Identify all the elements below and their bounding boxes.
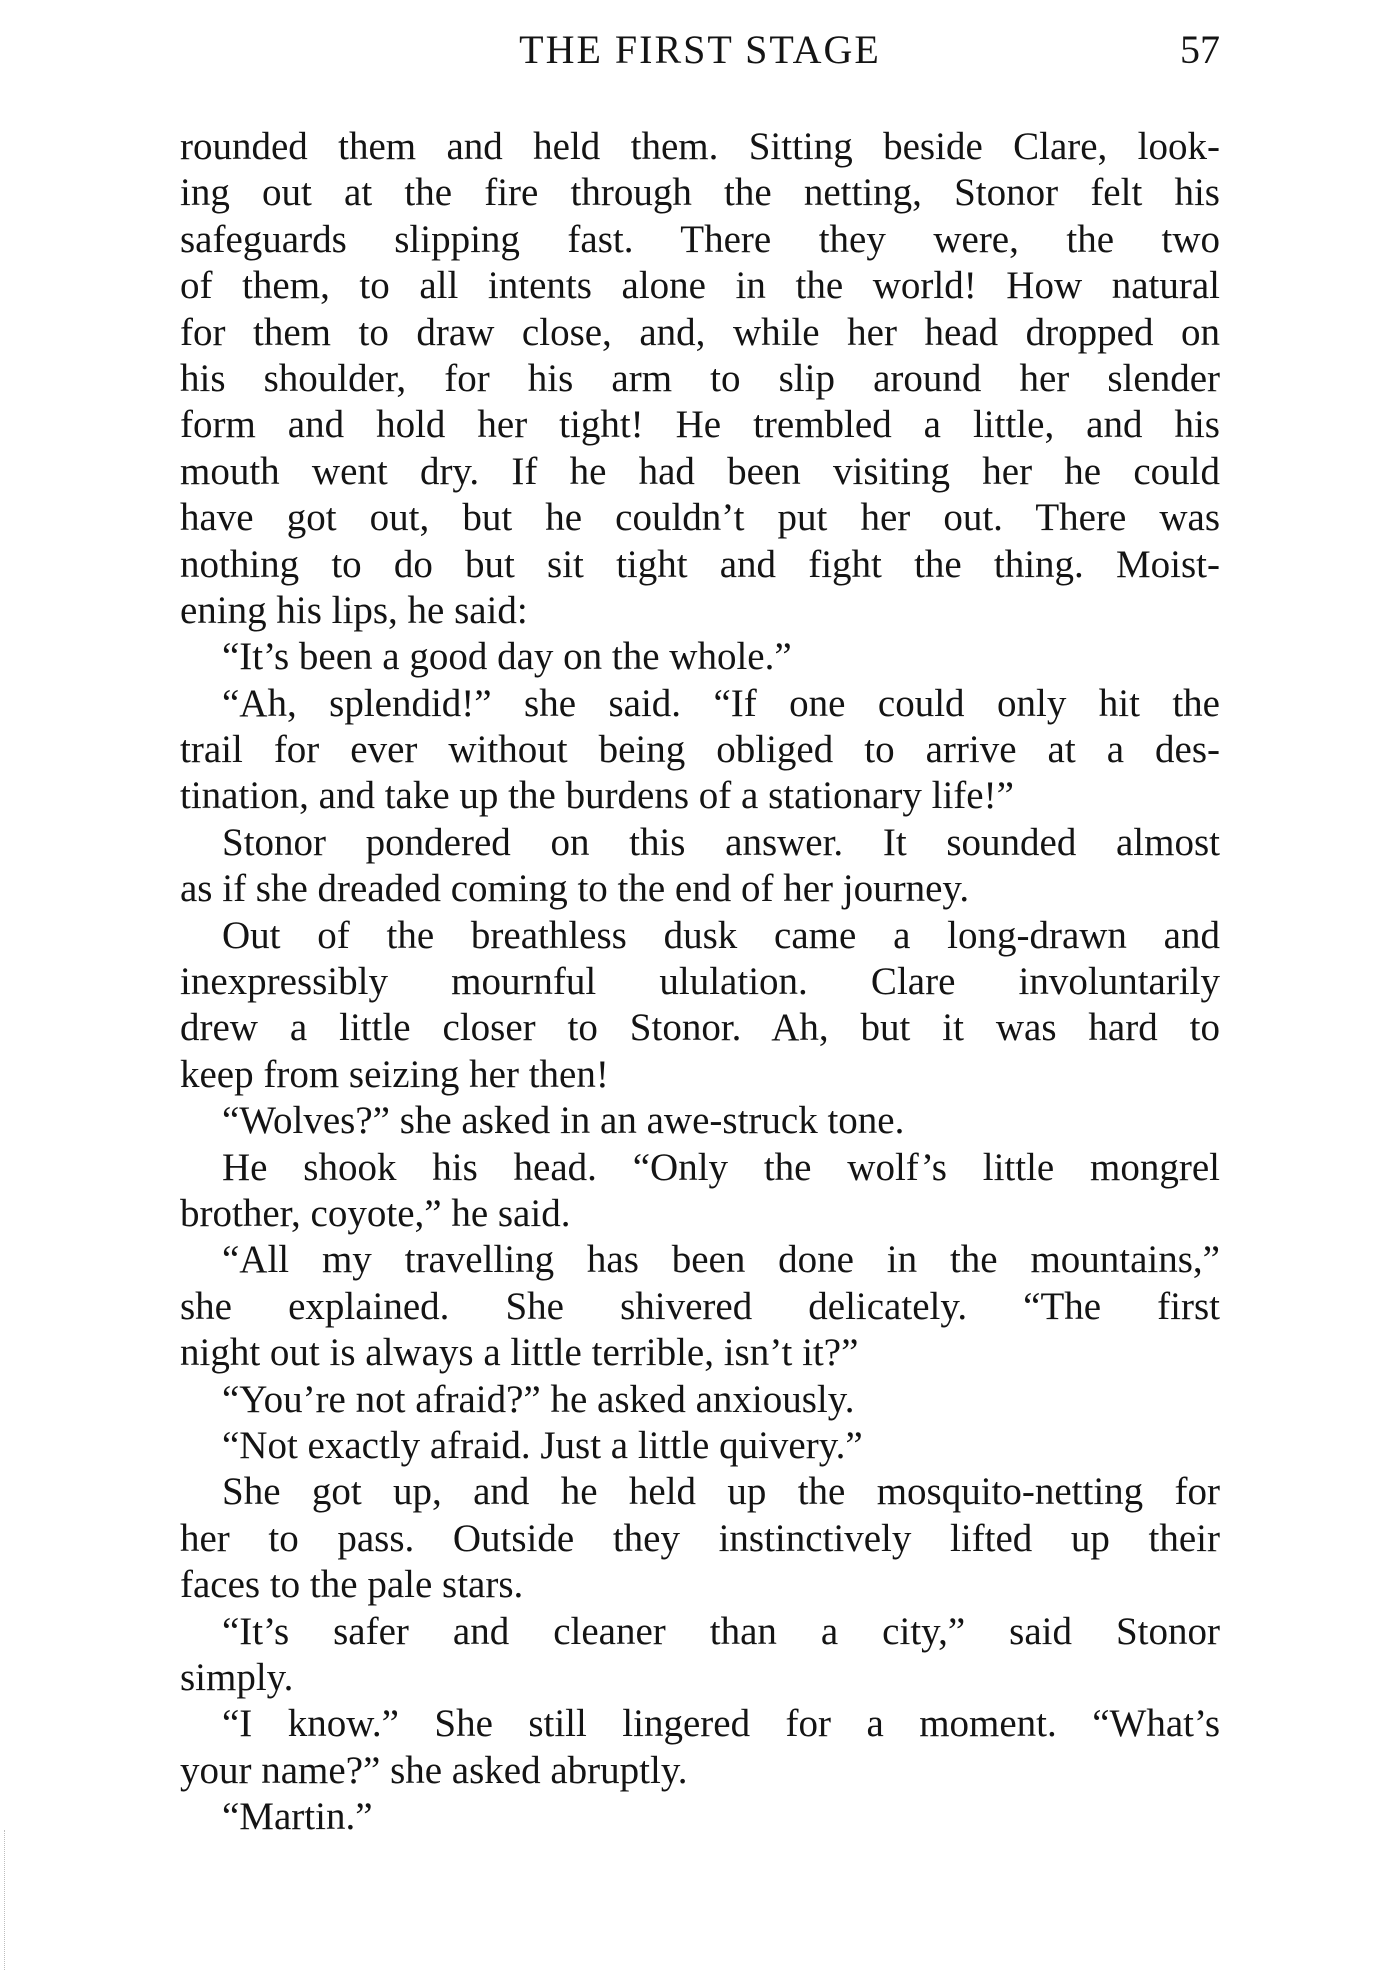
scan-edge-artifact — [4, 1830, 7, 1970]
text-line: rounded them and held them. Sitting beside Clare, look- — [180, 125, 1220, 168]
text-line: of them, to all intents alone in the world! How natural — [180, 264, 1220, 308]
text-line: She got up, and he held up the mosquito-netting for — [222, 1470, 1220, 1514]
text-line: “It’s safer and cleaner than a city,” said Stonor — [222, 1609, 1220, 1653]
text-line: as if she dreaded coming to the end of her journey. — [180, 867, 970, 911]
text-line: her to pass. Outside they instinctively lifted up their — [180, 1516, 1220, 1560]
text-line: “All my travelling has been done in the mountains,” — [222, 1238, 1220, 1282]
text-line: ening his lips, he said: — [180, 588, 528, 632]
text-line: “Wolves?” she asked in an awe-struck tone. — [222, 1099, 905, 1143]
text-line: Stonor pondered on this answer. It sounded almost — [222, 820, 1220, 864]
text-line: night out is always a little terrible, isn’t it?” — [180, 1331, 859, 1375]
text-line: she explained. She shivered delicately. “The first — [180, 1284, 1220, 1328]
chapter-title: THE FIRST STAGE — [519, 27, 881, 72]
text-line: “Ah, splendid!” she said. “If one could only hit the — [222, 681, 1220, 725]
text-line: Out of the breathless dusk came a long-drawn and — [222, 913, 1220, 957]
text-line: “Martin.” — [222, 1795, 373, 1839]
text-line: drew a little closer to Stonor. Ah, but it was hard to — [180, 1006, 1220, 1050]
text-line: keep from seizing her then! — [180, 1052, 609, 1096]
text-line: brother, coyote,” he said. — [180, 1191, 571, 1235]
text-line: “I know.” She still lingered for a moment. “What’s — [222, 1702, 1220, 1746]
text-line: “Not exactly afraid. Just a little quivery.” — [222, 1423, 863, 1467]
text-line: nothing to do but sit tight and fight the thing. Moist- — [180, 542, 1220, 586]
text-line: form and hold her tight! He trembled a little, and his — [180, 403, 1220, 447]
text-line: “You’re not afraid?” he asked anxiously. — [222, 1377, 855, 1421]
body-text — [180, 124, 1220, 1840]
text-line: safeguards slipping fast. There they were, the two — [180, 217, 1220, 261]
text-line: trail for ever without being obliged to arrive at a des- — [180, 728, 1220, 772]
text-line: inexpressibly mournful ululation. Clare involuntarily — [180, 960, 1220, 1004]
text-line: your name?” she asked abruptly. — [180, 1748, 688, 1792]
text-line: for them to draw close, and, while her head dropped on — [180, 310, 1220, 354]
text-line: his shoulder, for his arm to slip around her slender — [180, 356, 1220, 400]
page-number: 57 — [1180, 27, 1220, 72]
text-line: simply. — [180, 1655, 294, 1699]
text-line: mouth went dry. If he had been visiting her he could — [180, 449, 1220, 493]
text-line: “It’s been a good day on the whole.” — [222, 635, 792, 679]
text-line: ing out at the fire through the netting, Stonor felt his — [180, 171, 1220, 215]
text-line: tination, and take up the burdens of a stationary life!” — [180, 774, 1014, 818]
text-line: faces to the pale stars. — [180, 1563, 524, 1607]
running-head — [180, 20, 1220, 80]
text-line: have got out, but he couldn’t put her out. There was — [180, 496, 1220, 540]
text-line: He shook his head. “Only the wolf’s little mongrel — [222, 1145, 1220, 1189]
